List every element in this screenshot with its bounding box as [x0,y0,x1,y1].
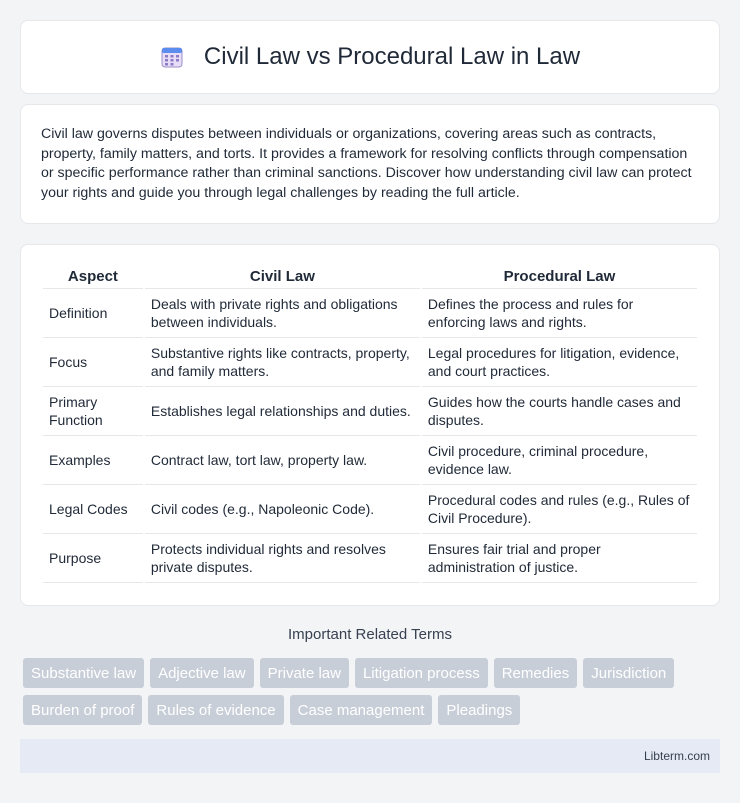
tag-jurisdiction[interactable]: Jurisdiction [583,658,674,688]
table-cell-procedural: Defines the process and rules for enforcing laws and rights. [422,289,697,338]
table-cell-aspect: Focus [43,338,143,387]
table-cell-aspect: Primary Function [43,387,143,436]
tag-pleadings[interactable]: Pleadings [438,695,520,725]
header-card [20,20,720,94]
comparison-table [41,265,699,583]
tag-litigation-process[interactable]: Litigation process [355,658,488,688]
tag-rules-of-evidence[interactable]: Rules of evidence [148,695,283,725]
footer-site-link[interactable]: Libterm.com [643,749,710,763]
tag-burden-of-proof[interactable]: Burden of proof [23,695,142,725]
column-header-civil-law: Civil Law [145,265,420,289]
table-cell-aspect: Definition [43,289,143,338]
table-cell-civil: Civil codes (e.g., Napoleonic Code). [145,485,420,534]
tag-private-law[interactable]: Private law [260,658,349,688]
table-cell-civil: Deals with private rights and obligations between individuals. [145,289,420,338]
tag-adjective-law[interactable]: Adjective law [150,658,254,688]
tag-case-management[interactable]: Case management [290,695,433,725]
intro-card [20,104,720,224]
tag-substantive-law[interactable]: Substantive law [23,658,144,688]
tag-remedies[interactable]: Remedies [494,658,578,688]
related-terms-title: Important Related Terms [288,626,452,643]
table-cell-civil: Contract law, tort law, property law. [145,436,420,485]
related-terms-list [23,658,723,725]
column-header-procedural-law: Procedural Law [422,265,697,289]
table-cell-procedural: Procedural codes and rules (e.g., Rules of Civil Procedure). [422,485,697,534]
page-title: Civil Law vs Procedural Law in Law [203,43,581,70]
footer [20,739,720,773]
table-cell-procedural: Civil procedure, criminal procedure, evidence law. [422,436,697,485]
column-header-aspect: Aspect [43,265,143,289]
table-cell-procedural: Guides how the courts handle cases and disputes. [422,387,697,436]
table-header-row [43,265,697,289]
table-cell-procedural: Ensures fair trial and proper administration of justice. [422,534,697,583]
table-cell-civil: Protects individual rights and resolves private disputes. [145,534,420,583]
table-row [43,289,697,338]
table-cell-aspect: Purpose [43,534,143,583]
table-row [43,338,697,387]
comparison-table-card [20,244,720,606]
table-row [43,387,697,436]
table-row [43,534,697,583]
title-wrap [160,43,580,71]
table-row [43,485,697,534]
table-cell-civil: Establishes legal relationships and duties. [145,387,420,436]
table-cell-aspect: Examples [43,436,143,485]
calendar-icon [160,45,184,69]
table-cell-civil: Substantive rights like contracts, property, and family matters. [145,338,420,387]
table-cell-aspect: Legal Codes [43,485,143,534]
table-row [43,436,697,485]
table-cell-procedural: Legal procedures for litigation, evidence, and court practices. [422,338,697,387]
intro-text: Civil law governs disputes between individuals or organizations, covering areas such as contracts, property, family matters, and torts. It provides a framework for resolving conflicts through compensation or specific performance rather than criminal sanctions. Discover how understanding civil law can protect your rights and guide you through legal challenges by reading the full article. [41,126,692,201]
